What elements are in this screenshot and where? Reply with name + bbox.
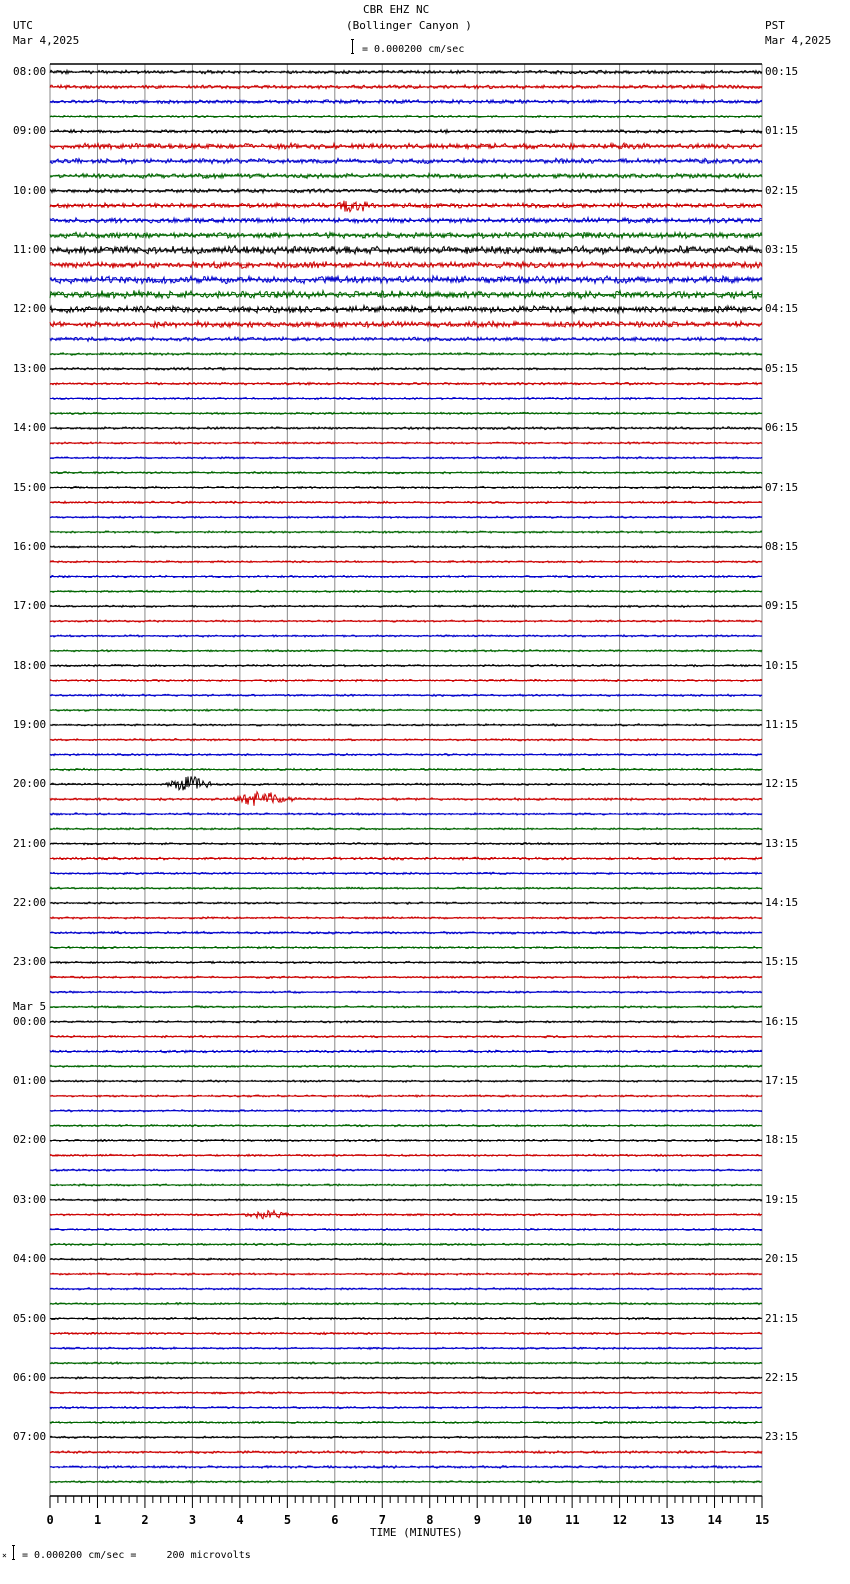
seismic-trace bbox=[50, 991, 762, 993]
seismic-trace bbox=[50, 1199, 762, 1201]
seismic-trace bbox=[50, 561, 762, 563]
utc-hour-label: 06:00 bbox=[13, 1370, 47, 1384]
seismic-trace bbox=[50, 501, 762, 503]
x-tick-label: 12 bbox=[612, 1513, 628, 1527]
utc-hour-label: 16:00 bbox=[13, 539, 47, 553]
seismic-trace bbox=[50, 605, 762, 607]
x-tick-label: 7 bbox=[378, 1513, 386, 1527]
seismic-trace bbox=[50, 575, 762, 577]
footer-scale-note: = 0.000200 cm/sec = 200 microvolts bbox=[22, 1550, 251, 1561]
pst-hour-label: 00:15 bbox=[765, 65, 799, 78]
x-axis-title: TIME (MINUTES) bbox=[370, 1526, 463, 1539]
seismic-trace bbox=[50, 1392, 762, 1394]
utc-hour-label: 11:00 bbox=[13, 243, 47, 257]
seismic-trace bbox=[50, 1243, 762, 1245]
utc-hour-label: 13:00 bbox=[13, 361, 47, 375]
seismic-trace bbox=[50, 931, 762, 934]
seismic-trace bbox=[50, 143, 762, 149]
x-tick-label: 8 bbox=[426, 1513, 434, 1527]
right-timezone: PST bbox=[765, 19, 785, 32]
x-tick-label: 5 bbox=[283, 1513, 292, 1527]
utc-hour-label: 01:00 bbox=[13, 1074, 47, 1088]
date-change-label: Mar 5 bbox=[13, 999, 47, 1013]
utc-hour-label: 21:00 bbox=[13, 836, 47, 850]
seismic-trace bbox=[50, 1362, 762, 1364]
x-tick-label: 1 bbox=[93, 1513, 102, 1527]
seismic-trace bbox=[50, 1451, 762, 1454]
utc-hour-label: 22:00 bbox=[13, 896, 47, 910]
utc-hour-label: 23:00 bbox=[13, 955, 47, 969]
pst-hour-label: 14:15 bbox=[765, 896, 799, 910]
x-tick-label: 2 bbox=[141, 1513, 149, 1527]
utc-hour-label: 05:00 bbox=[13, 1311, 47, 1325]
seismic-trace bbox=[50, 1347, 762, 1349]
footer-mark-icon: × bbox=[2, 1551, 7, 1560]
utc-hour-label: 08:00 bbox=[13, 65, 47, 78]
seismic-trace bbox=[50, 201, 762, 212]
pst-hour-label: 12:15 bbox=[765, 777, 799, 791]
right-date: Mar 4,2025 bbox=[765, 34, 832, 47]
utc-hour-label: 07:00 bbox=[13, 1430, 47, 1444]
pst-hour-label: 20:15 bbox=[765, 1252, 799, 1266]
left-timezone: UTC bbox=[13, 19, 33, 32]
seismic-trace bbox=[50, 976, 762, 978]
pst-hour-label: 02:15 bbox=[765, 183, 799, 197]
station-location: (Bollinger Canyon ) bbox=[346, 19, 472, 32]
x-tick-label: 10 bbox=[517, 1513, 533, 1527]
pst-hour-label: 21:15 bbox=[765, 1311, 799, 1325]
pst-hour-label: 11:15 bbox=[765, 717, 799, 731]
seismic-trace bbox=[50, 115, 762, 117]
utc-hour-label: 00:00 bbox=[13, 1014, 47, 1028]
pst-hour-label: 08:15 bbox=[765, 539, 799, 553]
utc-hour-label: 17:00 bbox=[13, 599, 47, 613]
utc-hour-label: 19:00 bbox=[13, 717, 47, 731]
seismic-trace bbox=[50, 1273, 762, 1275]
pst-hour-label: 06:15 bbox=[765, 421, 799, 435]
seismic-trace bbox=[50, 1110, 762, 1112]
left-date: Mar 4,2025 bbox=[13, 34, 80, 47]
x-tick-label: 11 bbox=[565, 1513, 580, 1527]
seismic-trace bbox=[50, 306, 762, 314]
seismic-trace bbox=[50, 946, 762, 948]
seismic-trace bbox=[50, 872, 762, 874]
pst-hour-label: 19:15 bbox=[765, 1192, 799, 1206]
pst-hour-label: 05:15 bbox=[765, 361, 799, 375]
pst-hour-label: 22:15 bbox=[765, 1370, 799, 1384]
seismic-trace bbox=[50, 442, 762, 444]
utc-hour-label: 20:00 bbox=[13, 777, 47, 791]
seismic-trace bbox=[50, 709, 762, 711]
seismic-trace bbox=[50, 337, 762, 341]
pst-hour-label: 23:15 bbox=[765, 1430, 799, 1444]
seismic-trace bbox=[50, 1036, 762, 1038]
utc-hour-label: 10:00 bbox=[13, 183, 47, 197]
scale-label: = 0.000200 cm/sec bbox=[362, 44, 465, 55]
seismic-trace bbox=[50, 1303, 762, 1305]
seismic-trace bbox=[50, 776, 762, 790]
x-tick-label: 3 bbox=[188, 1513, 197, 1527]
seismic-trace bbox=[50, 486, 762, 488]
seismic-trace bbox=[50, 813, 762, 815]
seismic-trace bbox=[50, 70, 762, 74]
seismic-trace bbox=[50, 1065, 762, 1067]
utc-hour-label: 18:00 bbox=[13, 658, 47, 672]
seismic-trace bbox=[50, 843, 762, 845]
station-title: CBR EHZ NC bbox=[363, 3, 430, 16]
seismic-trace bbox=[50, 516, 762, 518]
seismic-trace bbox=[50, 353, 762, 356]
x-tick-label: 13 bbox=[660, 1513, 675, 1527]
seismic-trace bbox=[50, 546, 762, 548]
pst-hour-label: 07:15 bbox=[765, 480, 799, 494]
seismic-trace bbox=[50, 1407, 762, 1409]
seismic-trace bbox=[50, 1228, 762, 1230]
pst-hour-label: 01:15 bbox=[765, 124, 799, 138]
pst-hour-label: 16:15 bbox=[765, 1014, 799, 1028]
pst-hour-label: 13:15 bbox=[765, 836, 799, 850]
x-tick-label: 0 bbox=[46, 1513, 54, 1527]
pst-hour-label: 04:15 bbox=[765, 302, 799, 316]
pst-hour-label: 09:15 bbox=[765, 599, 799, 613]
utc-hour-label: 02:00 bbox=[13, 1133, 47, 1147]
seismic-trace bbox=[50, 158, 762, 164]
seismic-trace bbox=[50, 1258, 762, 1260]
pst-hour-label: 15:15 bbox=[765, 955, 799, 969]
utc-hour-label: 14:00 bbox=[13, 421, 47, 435]
utc-hour-label: 04:00 bbox=[13, 1252, 47, 1266]
seismic-trace bbox=[50, 1421, 762, 1423]
pst-hour-label: 17:15 bbox=[765, 1074, 799, 1088]
seismic-trace bbox=[50, 457, 762, 459]
x-tick-label: 9 bbox=[473, 1513, 481, 1527]
pst-hour-label: 10:15 bbox=[765, 658, 799, 672]
seismic-trace bbox=[50, 1332, 762, 1334]
utc-hour-label: 12:00 bbox=[13, 302, 47, 316]
pst-hour-label: 03:15 bbox=[765, 243, 799, 257]
seismic-trace bbox=[50, 724, 762, 726]
seismic-trace bbox=[50, 917, 762, 919]
utc-hour-label: 09:00 bbox=[13, 124, 47, 138]
seismic-trace bbox=[50, 290, 762, 298]
x-tick-label: 15 bbox=[755, 1513, 770, 1527]
x-tick-label: 4 bbox=[236, 1513, 244, 1527]
pst-hour-label: 18:15 bbox=[765, 1133, 799, 1147]
utc-hour-label: 15:00 bbox=[13, 480, 47, 494]
seismic-trace bbox=[50, 739, 762, 741]
seismic-trace bbox=[50, 130, 762, 134]
seismic-trace bbox=[50, 887, 762, 889]
x-tick-label: 14 bbox=[707, 1513, 722, 1527]
x-tick-label: 6 bbox=[331, 1513, 339, 1527]
utc-hour-label: 03:00 bbox=[13, 1192, 47, 1206]
